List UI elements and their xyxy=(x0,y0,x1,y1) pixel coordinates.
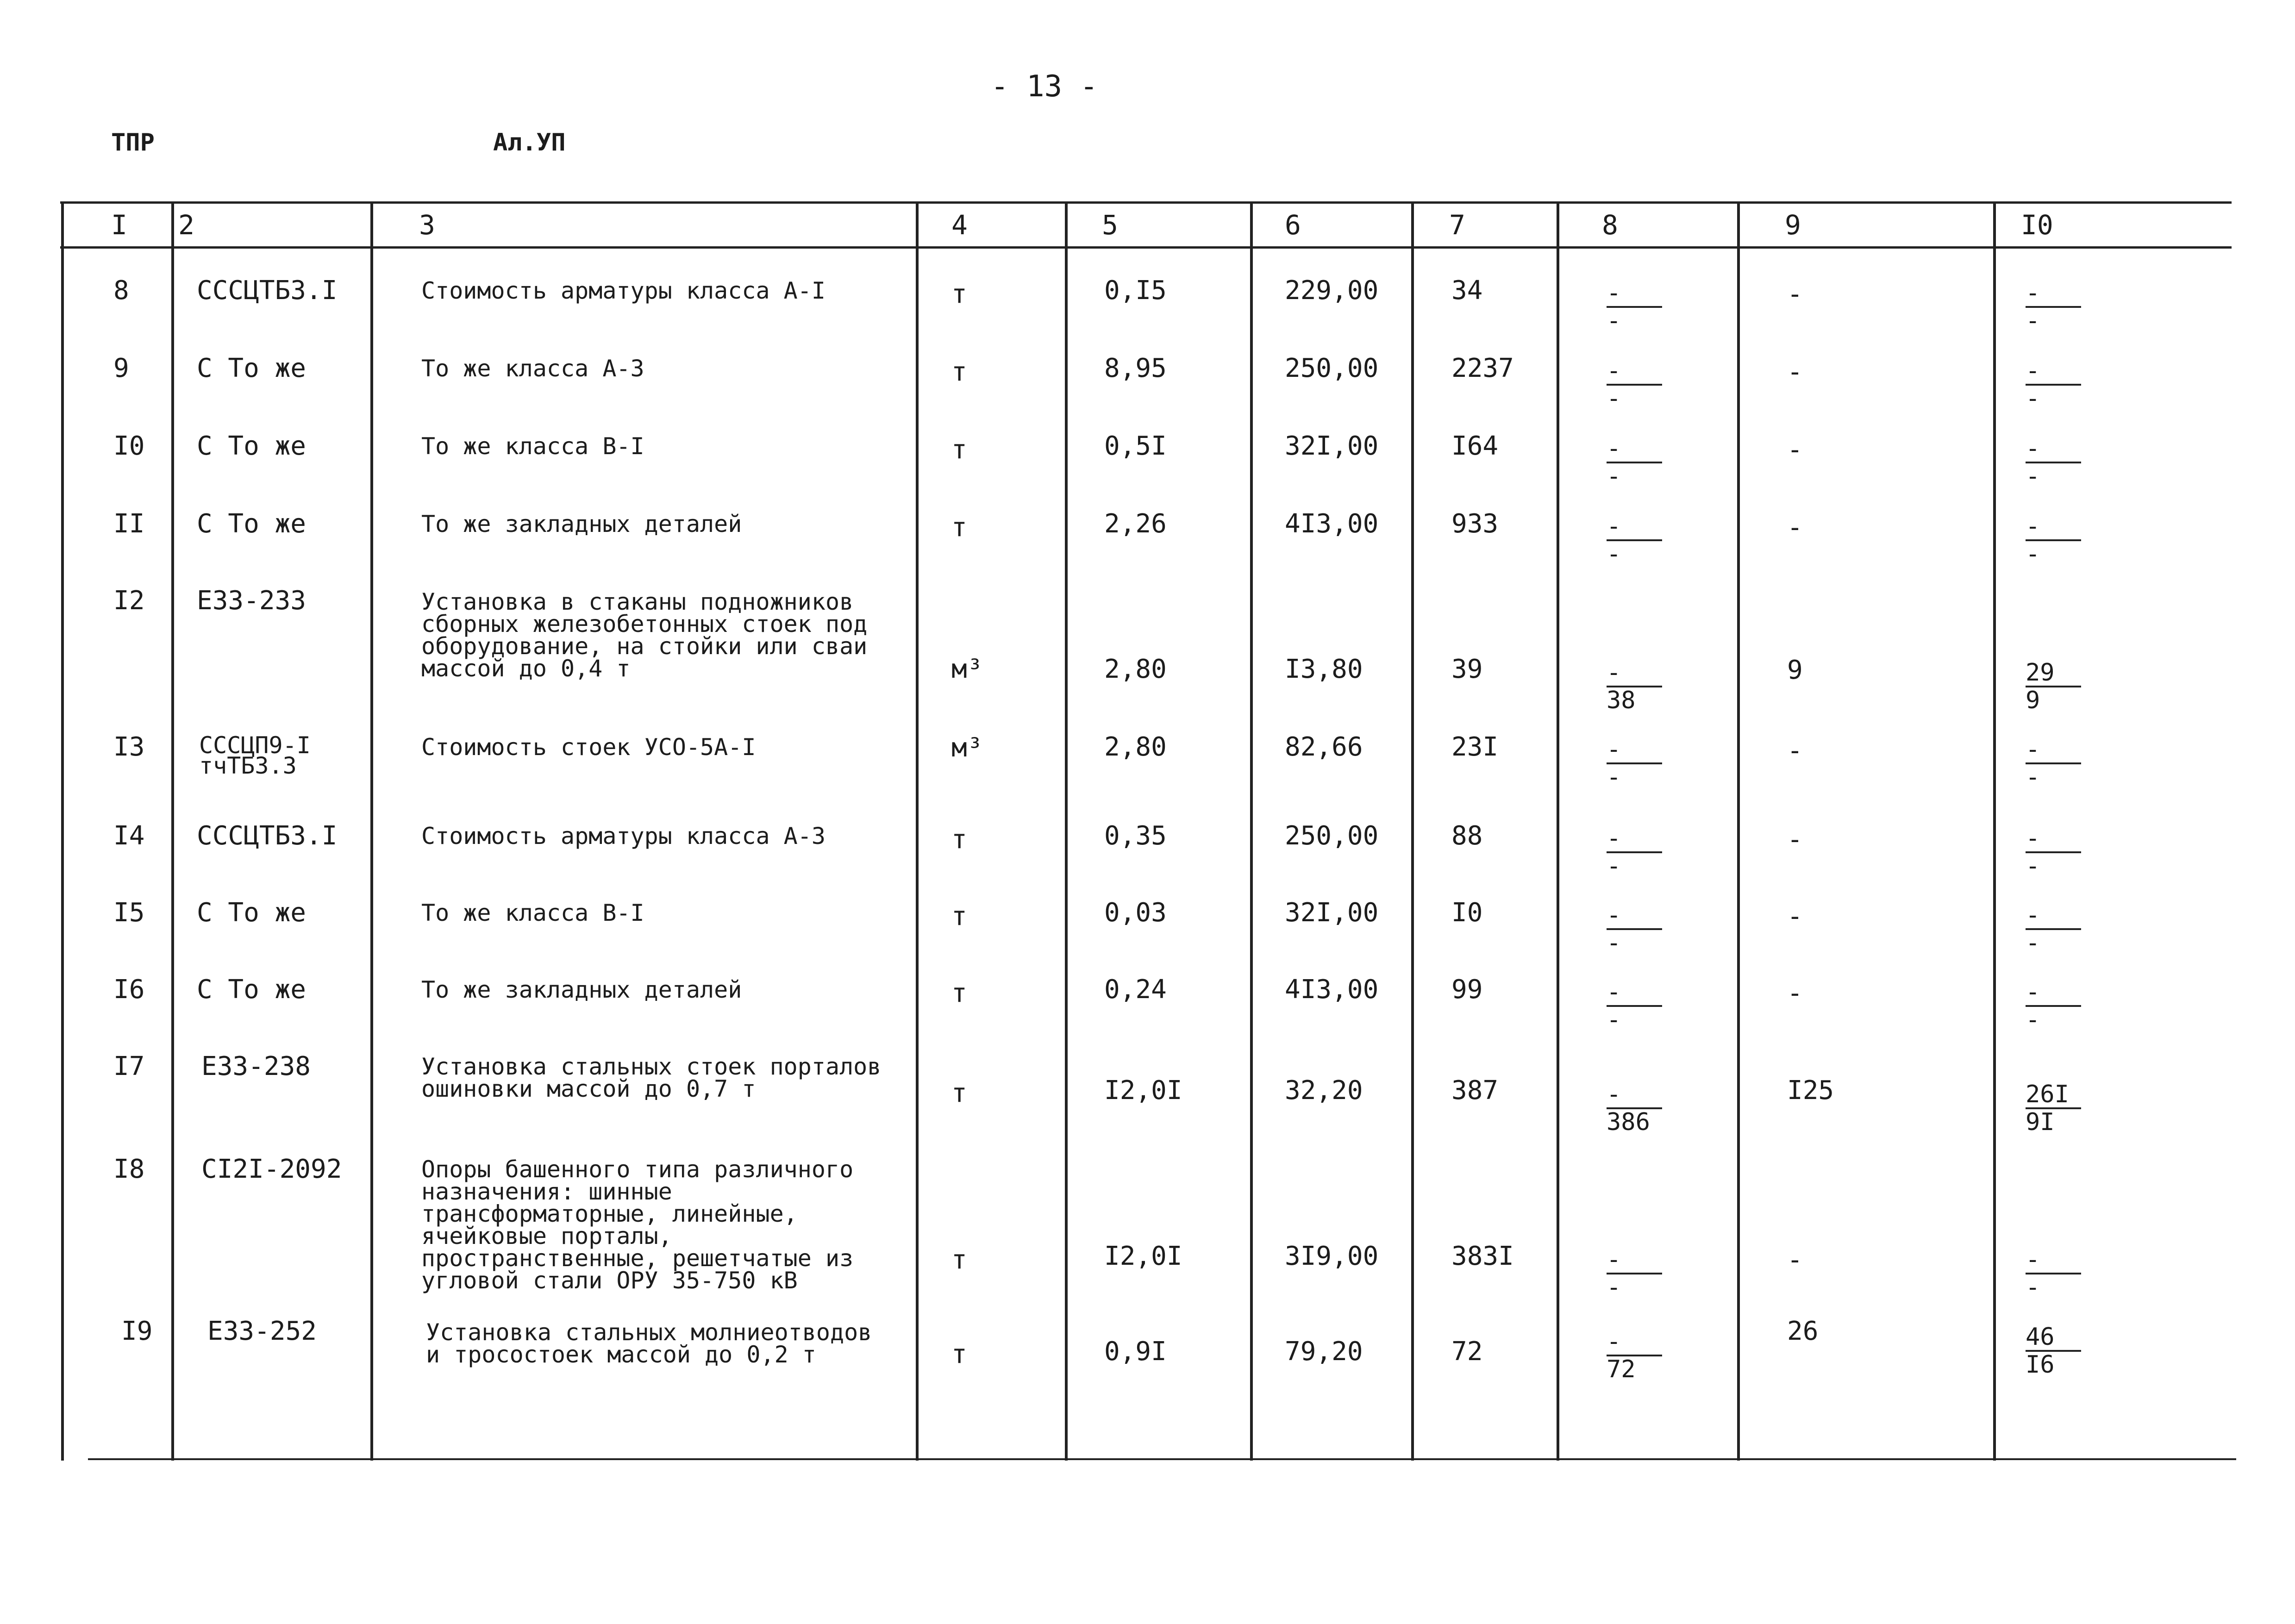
work-description: Стоимость арматуры класса А-I xyxy=(421,277,825,304)
col10-numerator: - xyxy=(2026,737,2081,764)
rate-code: С То же xyxy=(197,898,306,928)
work-description: То же класса В-I xyxy=(421,433,644,460)
row-number: 8 xyxy=(113,275,129,306)
header-bottom-border xyxy=(60,246,2232,249)
total-cost: 2237 xyxy=(1451,353,1514,383)
column-divider xyxy=(1557,201,1559,1461)
col9-value: 9 xyxy=(1787,655,1803,685)
total-cost: I64 xyxy=(1451,431,1499,461)
column-header-5: 5 xyxy=(1102,209,1118,241)
col8-numerator: - xyxy=(1607,1329,1662,1356)
work-description: Стоимость арматуры класса А-3 xyxy=(421,823,825,849)
col9-value: - xyxy=(1787,824,1803,855)
total-cost: 387 xyxy=(1451,1075,1499,1106)
column-divider xyxy=(171,201,174,1461)
quantity: 2,80 xyxy=(1104,654,1167,684)
unit: т xyxy=(951,978,967,1008)
unit-price: 4I3,00 xyxy=(1285,974,1379,1005)
column-header-9: 9 xyxy=(1785,209,1801,241)
column-header-4: 4 xyxy=(951,209,968,241)
unit: м³ xyxy=(951,733,983,763)
row-number: I5 xyxy=(113,898,145,928)
col10-numerator: - xyxy=(2026,825,2081,853)
col10-numerator: - xyxy=(2026,902,2081,930)
column-divider xyxy=(916,201,919,1461)
rate-code: С То же xyxy=(197,509,306,539)
document-code-right: Ал.УП xyxy=(493,129,566,156)
unit-price: 79,20 xyxy=(1285,1337,1363,1367)
unit: т xyxy=(951,512,967,543)
col10-fraction xyxy=(2026,825,2114,879)
unit: м³ xyxy=(951,654,983,684)
row-number: I4 xyxy=(113,821,145,851)
col10-denominator: - xyxy=(2026,929,2040,957)
col10-denominator: - xyxy=(2026,462,2040,490)
col10-fraction xyxy=(2026,513,2114,567)
col10-fraction xyxy=(2026,660,2114,713)
col8-fraction xyxy=(1607,358,1695,412)
rate-code: СССЦТБЗ.I xyxy=(197,821,338,851)
work-description: Стоимость стоек УСО-5А-I xyxy=(421,734,756,761)
quantity: 0,24 xyxy=(1104,974,1167,1005)
col8-fraction xyxy=(1607,825,1695,879)
quantity: 0,03 xyxy=(1104,898,1167,928)
col10-denominator: - xyxy=(2026,763,2040,791)
col8-fraction xyxy=(1607,1081,1695,1135)
row-number: I2 xyxy=(113,586,145,616)
column-header-2: 2 xyxy=(178,209,194,241)
col8-denominator: 72 xyxy=(1607,1355,1636,1383)
col8-fraction xyxy=(1607,660,1695,713)
col8-denominator: - xyxy=(1607,1274,1621,1301)
col9-value: - xyxy=(1787,357,1803,387)
col8-numerator: - xyxy=(1607,513,1662,541)
col10-fraction xyxy=(2026,1081,2114,1135)
rate-code: С То же xyxy=(197,974,306,1005)
work-description: То же класса В-I xyxy=(421,899,644,926)
col8-denominator: - xyxy=(1607,462,1621,490)
col8-numerator: - xyxy=(1607,902,1662,930)
col10-fraction xyxy=(2026,436,2114,489)
col10-denominator: - xyxy=(2026,307,2040,335)
col9-value: - xyxy=(1787,978,1803,1008)
col9-value: - xyxy=(1787,901,1803,931)
unit: т xyxy=(951,901,967,931)
col8-numerator: - xyxy=(1607,737,1662,764)
col8-fraction xyxy=(1607,1247,1695,1300)
col8-numerator: - xyxy=(1607,436,1662,463)
total-cost: I0 xyxy=(1451,898,1483,928)
col8-denominator: - xyxy=(1607,929,1621,957)
unit-price: 250,00 xyxy=(1285,821,1379,851)
col10-numerator: 26I xyxy=(2026,1081,2081,1109)
column-header-10: I0 xyxy=(2021,209,2053,241)
col10-denominator: - xyxy=(2026,540,2040,568)
quantity: 2,26 xyxy=(1104,509,1167,539)
row-number: I3 xyxy=(113,732,145,762)
total-cost: 34 xyxy=(1451,275,1483,306)
unit: т xyxy=(951,824,967,855)
quantity: I2,0I xyxy=(1104,1241,1182,1271)
rate-code: СССЦТБЗ.I xyxy=(197,275,338,306)
unit: т xyxy=(951,279,967,309)
col10-numerator: 46 xyxy=(2026,1324,2081,1352)
unit-price: 32I,00 xyxy=(1285,431,1379,461)
column-header-3: 3 xyxy=(419,209,435,241)
col9-value: - xyxy=(1787,512,1803,543)
unit-price: 32,20 xyxy=(1285,1075,1363,1106)
col10-fraction xyxy=(2026,358,2114,412)
col9-value: 26 xyxy=(1787,1316,1819,1346)
column-divider xyxy=(1737,201,1740,1461)
unit-price: 3I9,00 xyxy=(1285,1241,1379,1271)
unit-price: 82,66 xyxy=(1285,732,1363,762)
total-cost: 383I xyxy=(1451,1241,1514,1271)
col10-numerator: 29 xyxy=(2026,660,2081,687)
quantity: 0,I5 xyxy=(1104,275,1167,306)
total-cost: 933 xyxy=(1451,509,1499,539)
unit: т xyxy=(951,1078,967,1108)
col10-numerator: - xyxy=(2026,1247,2081,1274)
work-description: То же класса А-3 xyxy=(421,355,644,382)
document-code-left: ТПР xyxy=(111,129,155,156)
col10-denominator: I6 xyxy=(2026,1351,2055,1379)
unit: т xyxy=(951,435,967,465)
col10-fraction xyxy=(2026,1324,2114,1378)
column-divider xyxy=(1993,201,1996,1461)
quantity: 0,9I xyxy=(1104,1337,1167,1367)
col9-value: - xyxy=(1787,279,1803,309)
rate-code: СССЦП9-I тчТБЗ.3 xyxy=(199,732,311,779)
col8-denominator: - xyxy=(1607,1006,1621,1034)
col10-fraction xyxy=(2026,1247,2114,1300)
rate-code: Е33-238 xyxy=(201,1051,311,1081)
row-number: I7 xyxy=(113,1051,145,1081)
rate-code: СI2I-2092 xyxy=(201,1154,342,1184)
column-divider xyxy=(1250,201,1253,1461)
unit-price: 250,00 xyxy=(1285,353,1379,383)
quantity: 0,35 xyxy=(1104,821,1167,851)
col10-denominator: - xyxy=(2026,1274,2040,1301)
total-cost: 39 xyxy=(1451,654,1483,684)
col9-value: I25 xyxy=(1787,1075,1834,1106)
col10-fraction xyxy=(2026,737,2114,790)
col8-numerator: - xyxy=(1607,358,1662,386)
col10-denominator: 9I xyxy=(2026,1108,2055,1136)
row-number: I0 xyxy=(113,431,145,461)
col8-denominator: - xyxy=(1607,763,1621,791)
col10-numerator: - xyxy=(2026,436,2081,463)
unit: т xyxy=(951,1245,967,1275)
col8-denominator: 386 xyxy=(1607,1108,1650,1136)
col9-value: - xyxy=(1787,435,1803,465)
quantity: 8,95 xyxy=(1104,353,1167,383)
quantity: I2,0I xyxy=(1104,1075,1182,1106)
col8-numerator: - xyxy=(1607,825,1662,853)
col8-fraction xyxy=(1607,737,1695,790)
unit: т xyxy=(951,357,967,387)
col10-denominator: - xyxy=(2026,385,2040,412)
col8-denominator: 38 xyxy=(1607,687,1636,714)
row-number: 9 xyxy=(113,353,129,383)
col8-fraction xyxy=(1607,513,1695,567)
total-cost: 72 xyxy=(1451,1337,1483,1367)
row-number: I6 xyxy=(113,974,145,1005)
col9-value: - xyxy=(1787,736,1803,766)
col10-denominator: 9 xyxy=(2026,687,2040,714)
row-number: I8 xyxy=(113,1154,145,1184)
work-description: Установка стальных стоек порталов ошиновки массой до 0,7 т xyxy=(421,1053,882,1102)
page-number: - 13 - xyxy=(991,69,1098,104)
col10-numerator: - xyxy=(2026,979,2081,1007)
col8-numerator: - xyxy=(1607,660,1662,687)
row-number: I9 xyxy=(121,1316,153,1346)
col8-fraction xyxy=(1607,436,1695,489)
unit-price: 4I3,00 xyxy=(1285,509,1379,539)
row-number: II xyxy=(113,509,145,539)
column-divider xyxy=(370,201,373,1461)
col10-fraction xyxy=(2026,280,2114,334)
col10-fraction xyxy=(2026,979,2114,1033)
column-header-7: 7 xyxy=(1449,209,1465,241)
rate-code: Е33-233 xyxy=(197,586,306,616)
col9-value: - xyxy=(1787,1245,1803,1275)
column-header-6: 6 xyxy=(1285,209,1301,241)
work-description: То же закладных деталей xyxy=(421,976,742,1003)
total-cost: 88 xyxy=(1451,821,1483,851)
col8-denominator: - xyxy=(1607,852,1621,880)
col8-denominator: - xyxy=(1607,307,1621,335)
total-cost: 23I xyxy=(1451,732,1499,762)
column-header-8: 8 xyxy=(1602,209,1618,241)
col8-fraction xyxy=(1607,902,1695,956)
unit-price: 229,00 xyxy=(1285,275,1379,306)
column-divider xyxy=(1065,201,1068,1461)
column-header-1: I xyxy=(111,209,127,241)
col10-denominator: - xyxy=(2026,1006,2040,1034)
col8-numerator: - xyxy=(1607,1247,1662,1274)
unit: т xyxy=(951,1339,967,1369)
col10-numerator: - xyxy=(2026,513,2081,541)
quantity: 0,5I xyxy=(1104,431,1167,461)
column-divider xyxy=(61,201,64,1461)
col10-fraction xyxy=(2026,902,2114,956)
col10-denominator: - xyxy=(2026,852,2040,880)
column-divider xyxy=(1411,201,1414,1461)
work-description: Опоры башенного типа различного назначения: шинные трансформаторные, линейные, ячейковые порталы, пространственные, решетчатые из угловой стали ОРУ 35-750 кВ xyxy=(421,1156,854,1294)
total-cost: 99 xyxy=(1451,974,1483,1005)
col8-fraction xyxy=(1607,1329,1695,1382)
table-top-border xyxy=(60,201,2232,204)
col10-numerator: - xyxy=(2026,280,2081,308)
col8-numerator: - xyxy=(1607,1081,1662,1109)
work-description: Установка в стаканы подножников сборных железобетонных стоек под оборудование, на стойки или сваи массой до 0,4 т xyxy=(421,588,868,682)
work-description: Установка стальных молниеотводов и тросостоек массой до 0,2 т xyxy=(426,1319,872,1368)
col8-numerator: - xyxy=(1607,280,1662,308)
col8-fraction xyxy=(1607,979,1695,1033)
unit-price: 32I,00 xyxy=(1285,898,1379,928)
quantity: 2,80 xyxy=(1104,732,1167,762)
unit-price: I3,80 xyxy=(1285,654,1363,684)
col8-numerator: - xyxy=(1607,979,1662,1007)
col10-numerator: - xyxy=(2026,358,2081,386)
col8-fraction xyxy=(1607,280,1695,334)
rate-code: Е33-252 xyxy=(207,1316,317,1346)
rate-code: С То же xyxy=(197,353,306,383)
col8-denominator: - xyxy=(1607,385,1621,412)
work-description: То же закладных деталей xyxy=(421,511,742,537)
table-bottom-border xyxy=(88,1458,2236,1460)
col8-denominator: - xyxy=(1607,540,1621,568)
rate-code: С То же xyxy=(197,431,306,461)
